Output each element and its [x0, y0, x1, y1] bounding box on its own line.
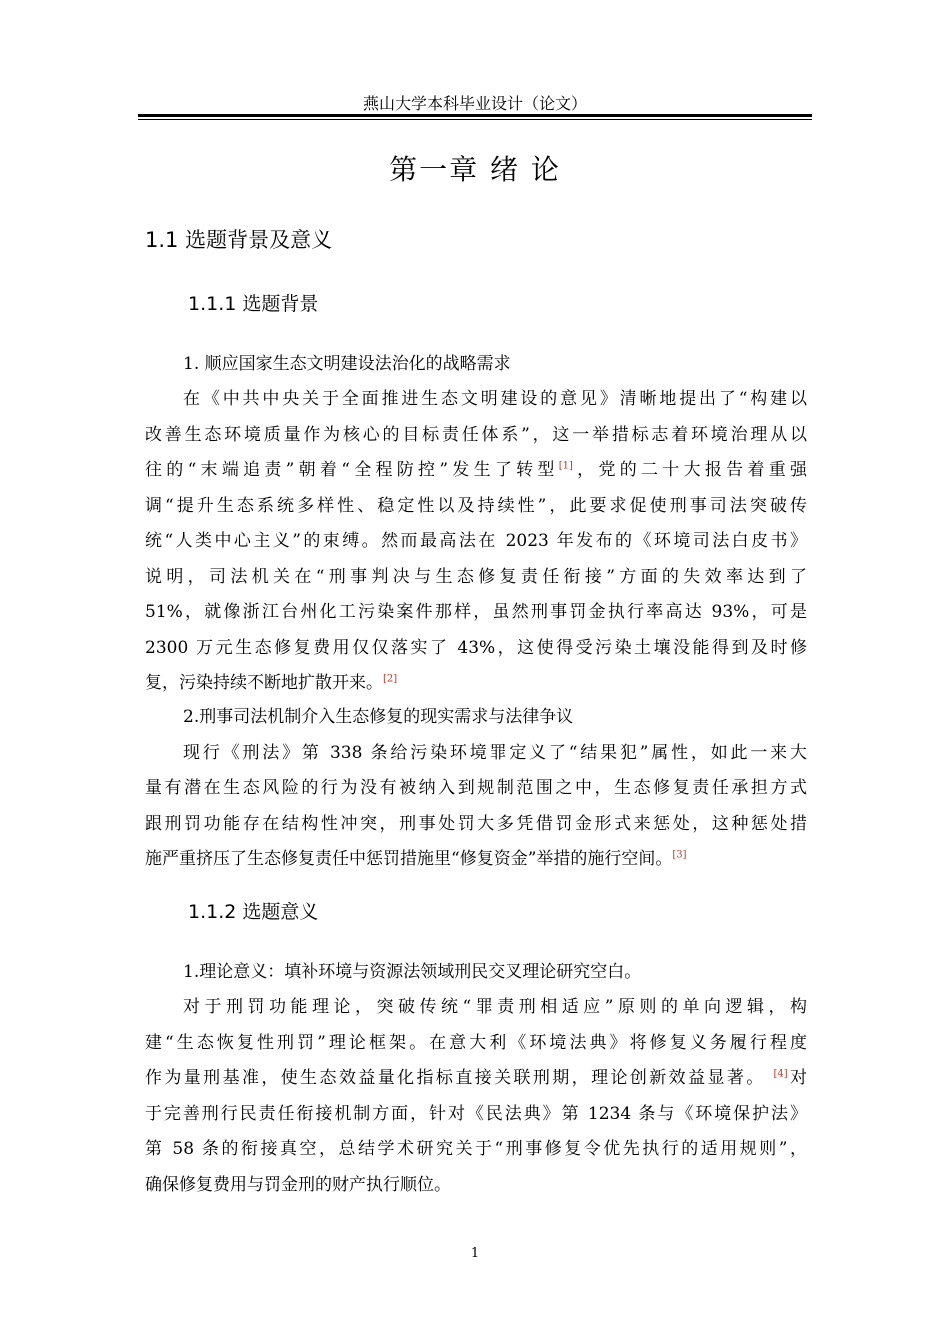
list-item-1: 1. 顺应国家生态文明建设法治化的战略需求 — [183, 354, 511, 374]
page-number: 1 — [470, 1246, 480, 1261]
paragraph-line-part: 施严重挤压了生态修复责任中惩罚措施里“修复资金”举措的施行空间。 — [145, 849, 673, 869]
paragraph-line: 跟刑罚功能存在结构性冲突，刑事处罚大多凭借罚金形式来惩处，这种惩处措 — [145, 814, 807, 834]
header-rule-thick — [138, 114, 812, 117]
paragraph-line: 于完善刑行民责任衔接机制方面，针对《民法典》第 1234 条与《环境保护法》 — [145, 1104, 807, 1124]
paragraph-line: 改善生态环境质量作为核心的目标责任体系”，这一举措标志着环境治理从以 — [145, 425, 807, 445]
subsection-heading-1-1-2: 1.1.2 选题意义 — [188, 901, 319, 923]
citation-ref-1[interactable]: [1] — [558, 460, 573, 472]
paragraph-line: 2300 万元生态修复费用仅仅落实了 43%，这使得受污染土壤没能得到及时修 — [145, 638, 807, 658]
paragraph-line-part: 复，污染持续不断地扩散开来。 — [145, 673, 383, 693]
paragraph-line: 第 58 条的衔接真空，总结学术研究关于“刑事修复令优先执行的适用规则”， — [145, 1139, 807, 1159]
paragraph-line-part: ，党的二十大报告着重强 — [572, 460, 808, 480]
paragraph-line: 说明，司法机关在“刑事判决与生态修复责任衔接”方面的失效率达到了 — [145, 567, 807, 587]
paragraph-line — [145, 452, 807, 488]
paragraph-line — [145, 841, 807, 877]
paragraph-line: 量有潜在生态风险的行为没有被纳入到规制范围之中，生态修复责任承担方式 — [145, 778, 807, 798]
section-heading-1-1: 1.1 选题背景及意义 — [145, 228, 333, 252]
citation-ref-2[interactable]: [2] — [383, 673, 398, 685]
list-item-2: 2.刑事司法机制介入生态修复的现实需求与法律争议 — [183, 707, 574, 727]
paragraph-line: 统“人类中心主义”的束缚。然而最高法在 2023 年发布的《环境司法白皮书》 — [145, 531, 807, 551]
chapter-title: 第一章 绪 论 — [389, 153, 561, 186]
list-item-3: 1.理论意义：填补环境与资源法领域刑民交叉理论研究空白。 — [183, 962, 642, 982]
paragraph-line: 确保修复费用与罚金刑的财产执行顺位。 — [145, 1175, 451, 1195]
paragraph-line — [145, 665, 807, 701]
header-rule-thin — [138, 119, 812, 120]
paragraph-line-part: 往的“末端追责”朝着“全程防控”发生了转型 — [145, 460, 559, 480]
citation-ref-4[interactable]: [4] — [773, 1068, 788, 1080]
paragraph-line-part: 作为量刑基准，使生态效益量化指标直接关联刑期，理论创新效益显著。 — [145, 1068, 766, 1088]
paragraph-line: 建“生态恢复性刑罚”理论框架。在意大利《环境法典》将修复义务履行程度 — [145, 1033, 807, 1053]
paragraph-line: 对于刑罚功能理论，突破传统“罪责刑相适应”原则的单向逻辑，构 — [183, 997, 807, 1017]
citation-ref-3[interactable]: [3] — [672, 849, 687, 861]
paragraph-line: 在《中共中央关于全面推进生态文明建设的意见》清晰地提出了“构建以 — [183, 389, 807, 409]
paragraph-line: 调“提升生态系统多样性、稳定性以及持续性”，此要求促使刑事司法突破传 — [145, 496, 807, 516]
paragraph-line-part: 对 — [787, 1068, 808, 1088]
paragraph-line: 现行《刑法》第 338 条给污染环境罪定义了“结果犯”属性，如此一来大 — [183, 743, 807, 763]
running-header: 燕山大学本科毕业设计（论文） — [362, 94, 587, 113]
paragraph-line: 51%，就像浙江台州化工污染案件那样，虽然刑事罚金执行率高达 93%，可是 — [145, 602, 807, 622]
paragraph-line — [145, 1060, 807, 1096]
subsection-heading-1-1-1: 1.1.1 选题背景 — [188, 293, 319, 315]
